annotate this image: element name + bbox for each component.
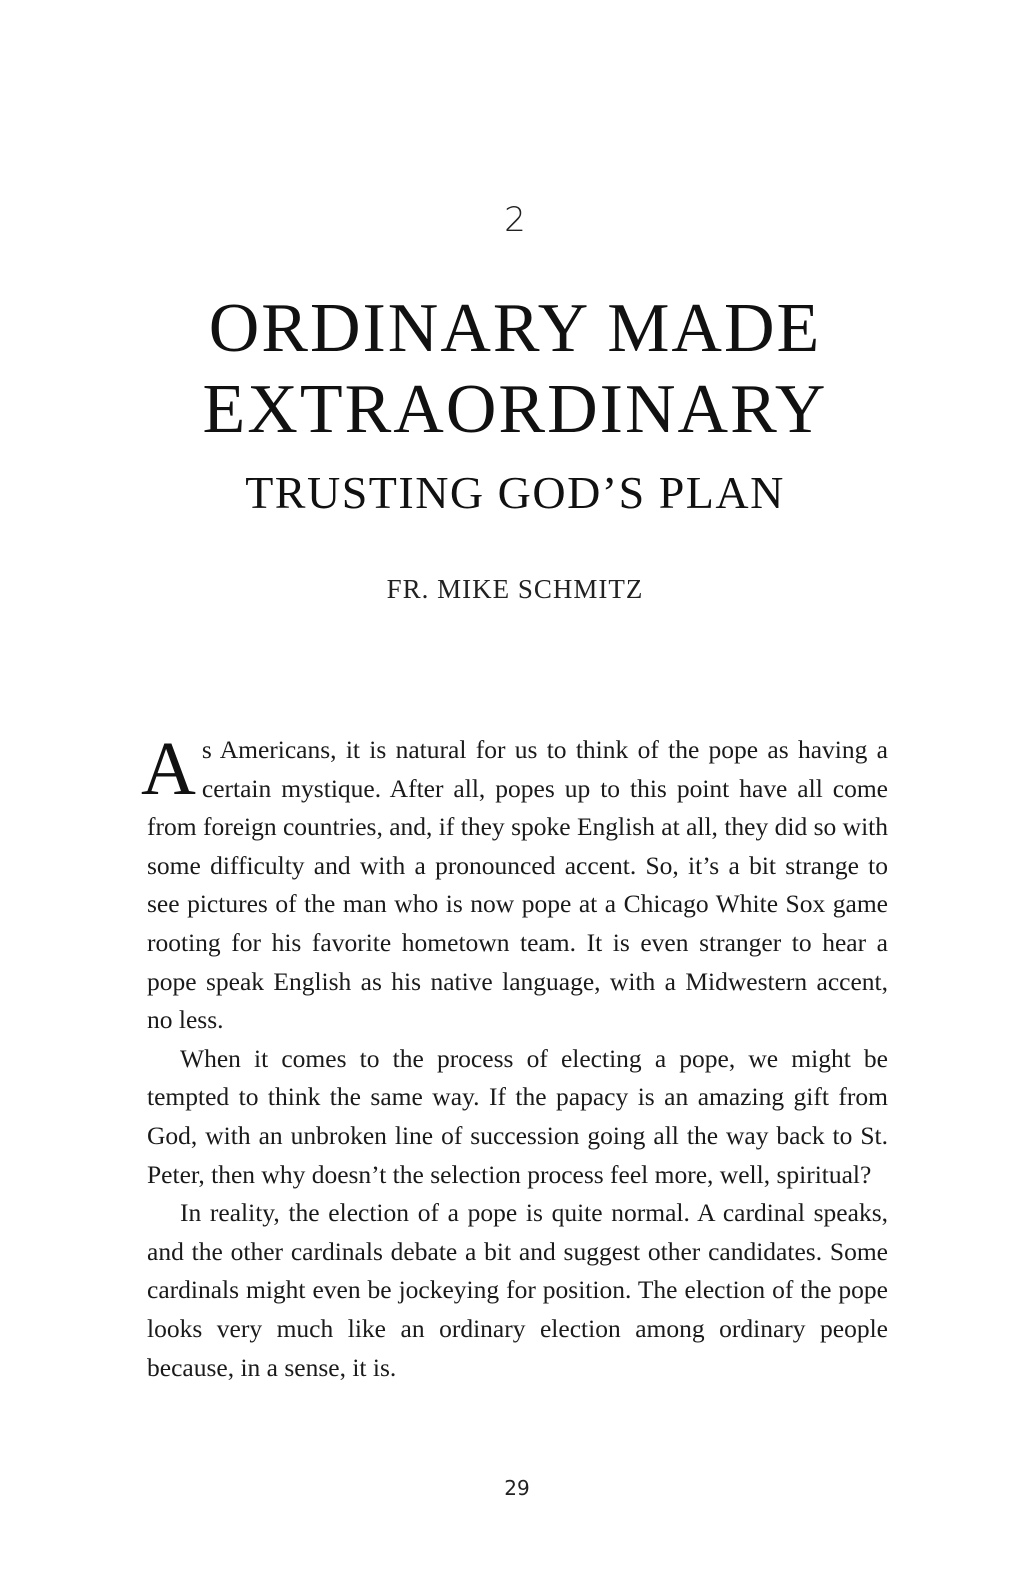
- page-number: 29: [504, 1476, 530, 1500]
- paragraph-3: In reality, the election of a pope is quite normal. A cardinal speaks, and the other cardinals debate a bit and suggest other candidates. Some cardinals might even be jockeying for position. The election of the pope looks very much like an ordinary election among ordinary people because, in a sense, it is.: [147, 1198, 888, 1382]
- chapter-author: FR. MIKE SCHMITZ: [386, 574, 644, 604]
- paragraph-1: [141, 727, 888, 1040]
- chapter-title-line-1: ORDINARY MADE: [208, 290, 822, 367]
- chapter-number: 2: [504, 200, 526, 240]
- chapter-title: [0, 288, 1024, 450]
- paragraph-1-text: s Americans, it is natural for us to think of the pope as having a certain mystique. After all, popes up to this point have all come from foreign countries, and, if they spoke English at all, they did so with some difficulty and with a pronounced accent. So, it’s a bit strange to see pictures of the man who is now pope at a Chicago White Sox game rooting for his favorite hometown team. It is even stranger to hear a pope speak English as his native language, with a Midwestern accent, no less.: [147, 735, 888, 1035]
- chapter-subtitle: TRUSTING GOD’S PLAN: [245, 467, 785, 518]
- drop-cap: A: [141, 727, 196, 811]
- chapter-title-line-2: EXTRAORDINARY: [202, 371, 828, 448]
- body-text: [141, 727, 888, 1387]
- paragraph-2: When it comes to the process of electing a pope, we might be tempted to think the same way. If the papacy is an amazing gift from God, with an unbroken line of succession going all the way back to St. Peter, then why doesn’t the selection process feel more, well, spiritual?: [147, 1043, 888, 1189]
